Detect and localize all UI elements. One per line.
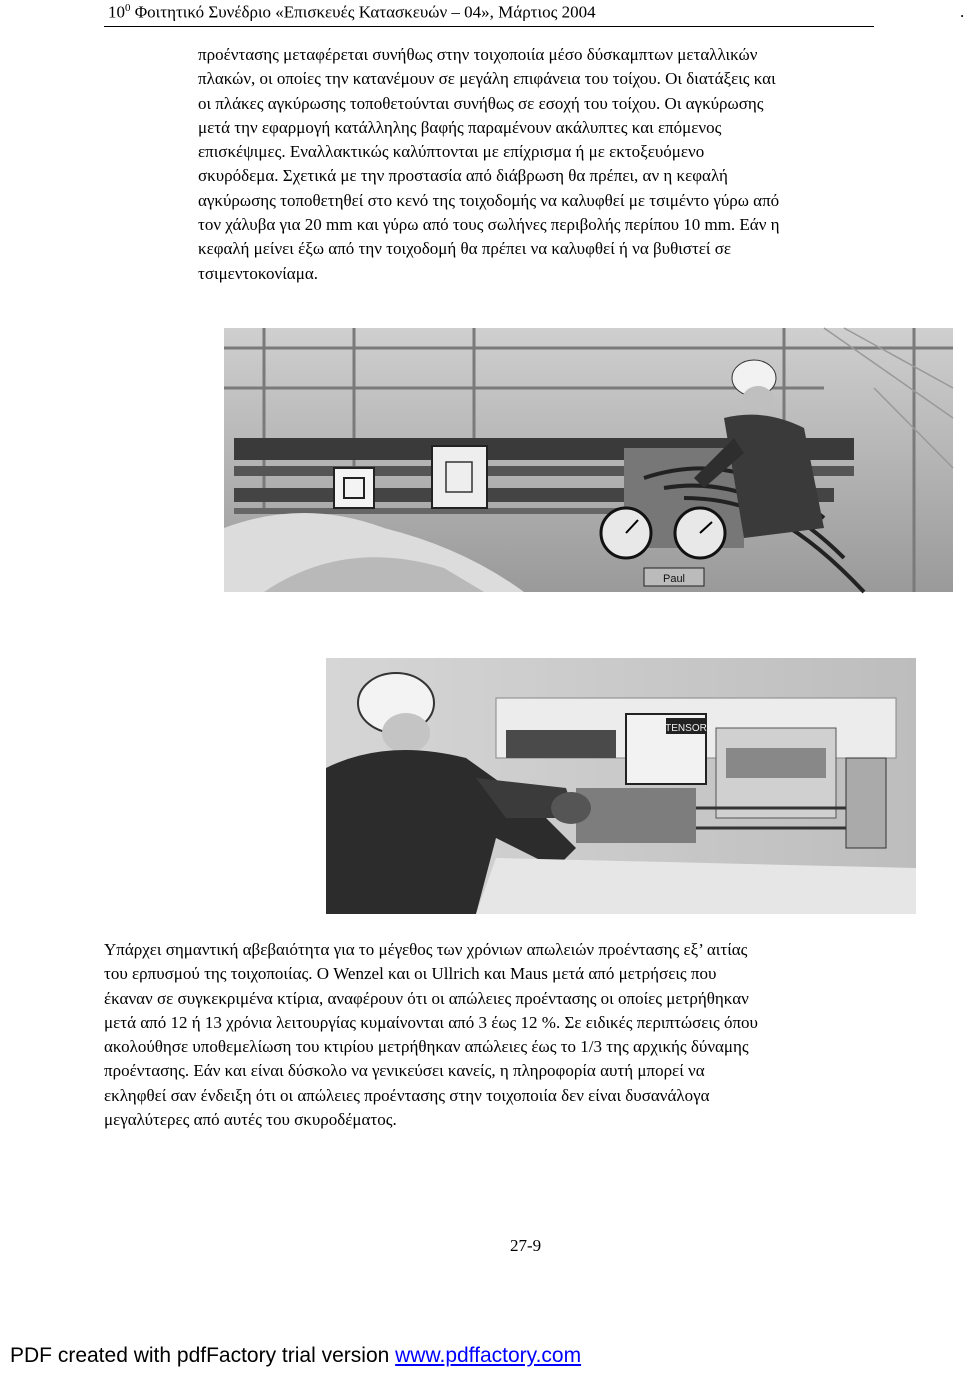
- footer-text: PDF created with pdfFactory trial version: [10, 1344, 396, 1367]
- text-line: τον χάλυβα για 20 mm και γύρω από τους σωλήνες περιβολής περίπου 10 mm. Εάν η: [198, 215, 780, 235]
- page-header: [108, 2, 964, 23]
- text-line: έκαναν σε συγκεκριμένα κτίρια, αναφέρουν ότι οι απώλειες προέντασης οι οποίες μετρήθηκαν: [104, 988, 749, 1008]
- header-trailing: .: [960, 2, 964, 21]
- text-line: προέντασης. Εάν και είναι δύσκολο να γενικεύσει κανείς, η πληροφορία αυτή μπορεί να: [104, 1061, 705, 1081]
- text-line: μετά την εφαρμογή κατάλληλης βαφής παραμένουν ακάλυπτες και επόμενος: [198, 117, 722, 137]
- footer-link[interactable]: www.pdffactory.com: [395, 1344, 582, 1367]
- header-title: Φοιτητικό Συνέδριο «Επισκευές Κατασκευών – 04», Μάρτιος 2004: [130, 2, 596, 22]
- header-superscript: 0: [125, 2, 131, 14]
- page-number: 27-9: [510, 1236, 542, 1255]
- paragraph-top: [198, 43, 960, 286]
- text-line: πλακών, οι οποίες την κατανέμουν σε μεγάλη επιφάνεια του τοίχου. Οι διατάξεις και: [198, 69, 776, 89]
- text-line: αγκύρωσης τοποθετηθεί στο κενό της τοιχοδομής να καλυφθεί με τσιμέντο γύρω από: [198, 190, 780, 210]
- text-line: τσιμεντοκονίαμα.: [198, 263, 318, 283]
- text-line: μετά από 12 ή 13 χρόνια λειτουργίας κυμαίνονται από 3 έως 12 %. Σε ειδικές περιπτώσεις όπου: [104, 1012, 758, 1032]
- text-line: σκυρόδεμα. Σχετικά με την προστασία από διάβρωση θα πρέπει, αν η κεφαλή: [198, 166, 728, 186]
- photo-top-label: Paul: [662, 573, 686, 585]
- text-line: προέντασης μεταφέρεται συνήθως στην τοιχοποιία μέσο δύσκαμπτων μεταλλικών: [198, 45, 758, 64]
- text-line: οι πλάκες αγκύρωσης τοποθετούνται συνήθως σε εσοχή του τοίχου. Οι αγκύρωσης: [198, 93, 764, 113]
- paragraph-bottom: [104, 938, 960, 1132]
- text-line: επισκέψιμες. Εναλλακτικώς καλύπτονται με επίχρισμα ή με εκτοξευόμενο: [198, 142, 705, 162]
- pdf-footer: [10, 1344, 581, 1368]
- text-line: του ερπυσμού της τοιχοποιίας. Ο Wenzel και οι Ullrich και Maus μετά από μετρήσεις που: [104, 964, 717, 984]
- text-line: κεφαλή μείνει έξω από την τοιχοδομή θα πρέπει να καλυφθεί ή να βυθιστεί σε: [198, 239, 732, 259]
- photo-worker-tensioning: [326, 658, 916, 914]
- photo-anchorage-equipment: [224, 328, 953, 592]
- text-line: μεγαλύτερες από αυτές του σκυροδέματος.: [104, 1110, 397, 1130]
- header-rule: [104, 26, 874, 27]
- header-prefix: 10: [108, 2, 125, 22]
- text-line: Υπάρχει σημαντική αβεβαιότητα για το μέγεθος των χρόνιων απωλειών προέντασης εξ’ αιτίας: [104, 940, 748, 959]
- text-line: εκληφθεί σαν ένδειξη ότι οι απώλειες προέντασης στην τοιχοποιία δεν είναι δυσανάλογα: [104, 1085, 710, 1105]
- photo-bottom-label: TENSOR: [665, 723, 707, 734]
- text-line: ακολούθησε υποθεμελίωση του κτιρίου μετρήθηκαν απώλειες έως το 1/3 της αρχικής δύναμης: [104, 1037, 749, 1057]
